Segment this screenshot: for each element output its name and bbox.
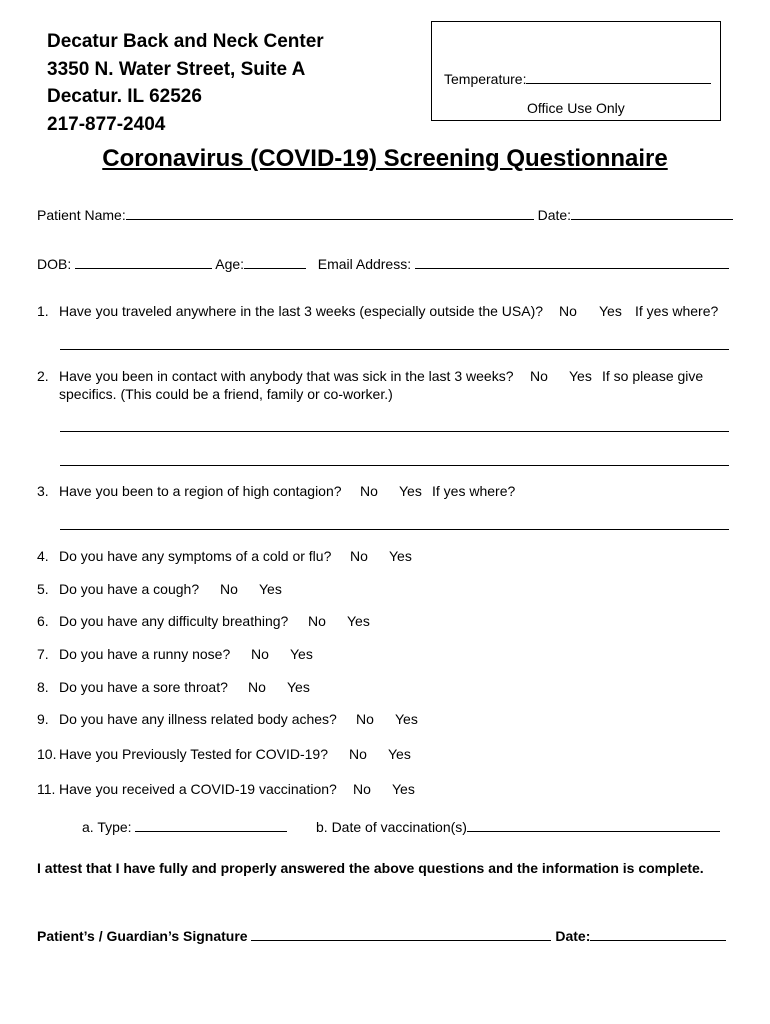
signature-row [37,926,726,944]
temperature-blank[interactable] [526,69,711,84]
q2-yes-option[interactable]: Yes [569,368,592,384]
q4-yes-option[interactable]: Yes [389,548,412,564]
question-number: 10. [37,746,57,762]
question-5 [37,581,200,597]
vaccine-type-field[interactable] [82,817,287,835]
clinic-name: Decatur Back and Neck Center [47,31,324,52]
question-number: 7. [37,646,49,662]
q8-yes-option[interactable]: Yes [287,679,310,695]
q9-yes-option[interactable]: Yes [395,711,418,727]
question-text: Do you have any illness related body aches? [59,711,337,727]
question-number: 1. [37,303,49,319]
question-text: Do you have a cough? [59,581,200,597]
q11-no-option[interactable]: No [353,781,371,797]
question-text: Have you traveled anywhere in the last 3 weeks (especially outside the USA)? [59,303,544,319]
q3-no-option[interactable]: No [360,483,378,499]
question-text: Do you have a runny nose? [59,646,231,662]
signature-blank[interactable] [251,926,551,941]
q1-answer-line[interactable] [60,349,729,350]
q2-answer-line-1[interactable] [60,431,729,432]
vaccine-date-field[interactable] [316,817,720,835]
q6-yes-option[interactable]: Yes [347,613,370,629]
signature-date-label: Date: [555,928,591,944]
q3-answer-line[interactable] [60,529,729,530]
question-7 [37,646,231,662]
q10-yes-option[interactable]: Yes [388,746,411,762]
q2-followup-label: If so please give [602,368,704,384]
patient-name-field[interactable] [37,205,733,223]
q5-yes-option[interactable]: Yes [259,581,282,597]
question-1 [37,303,544,319]
question-number: 4. [37,548,49,564]
q3-followup-label: If yes where? [432,483,516,499]
question-number: 3. [37,483,49,499]
page-title: Coronavirus (COVID-19) Screening Questionnaire [102,145,668,172]
attestation-statement: I attest that I have fully and properly answered the above questions and the information is complete. [37,860,704,876]
signature-label: Patient’s / Guardian’s Signature [37,928,248,944]
age-blank[interactable] [244,254,306,269]
email-label: Email Address: [317,256,412,272]
dob-blank[interactable] [75,254,212,269]
question-text: Have you received a COVID-19 vaccination? [59,781,337,797]
clinic-address-line1: 3350 N. Water Street, Suite A [47,59,306,80]
q2-answer-line-2[interactable] [60,465,729,466]
temperature-label: Temperature: [444,71,527,87]
q11-yes-option[interactable]: Yes [392,781,415,797]
q2-text-continued: specifics. (This could be a friend, family or co-worker.) [59,386,393,402]
temperature-field[interactable] [444,69,711,87]
question-text: Have you been to a region of high contagion? [59,483,342,499]
q10-no-option[interactable]: No [349,746,367,762]
q1-yes-option[interactable]: Yes [599,303,622,319]
question-4 [37,548,332,564]
q2-no-option[interactable]: No [530,368,548,384]
question-number: 5. [37,581,49,597]
q5-no-option[interactable]: No [220,581,238,597]
question-text: Do you have a sore throat? [59,679,228,695]
question-text: Do you have any symptoms of a cold or flu? [59,548,332,564]
question-number: 6. [37,613,49,629]
patient-name-blank[interactable] [126,205,534,220]
vaccine-date-blank[interactable] [467,817,720,832]
question-number: 11. [37,781,56,797]
office-use-label: Office Use Only [527,100,625,116]
patient-name-label: Patient Name: [37,207,126,223]
dob-label: DOB: [37,256,72,272]
q3-yes-option[interactable]: Yes [399,483,422,499]
question-9 [37,711,337,727]
question-8 [37,679,228,695]
signature-date-blank[interactable] [590,926,726,941]
clinic-address-line2: Decatur. IL 62526 [47,86,202,107]
question-11 [37,781,337,797]
q4-no-option[interactable]: No [350,548,368,564]
q9-no-option[interactable]: No [356,711,374,727]
question-number: 2. [37,368,49,384]
question-text: Do you have any difficulty breathing? [59,613,289,629]
q7-no-option[interactable]: No [251,646,269,662]
age-label: Age: [215,256,245,272]
clinic-phone: 217-877-2404 [47,114,166,135]
q6-no-option[interactable]: No [308,613,326,629]
vaccine-type-label: a. Type: [82,819,132,835]
dob-age-email-row [37,254,729,272]
question-3 [37,483,342,499]
question-text: Have you Previously Tested for COVID-19? [59,746,328,762]
q1-no-option[interactable]: No [559,303,577,319]
office-use-box [431,21,721,121]
q8-no-option[interactable]: No [248,679,266,695]
date-blank[interactable] [571,205,733,220]
question-text: Have you been in contact with anybody that was sick in the last 3 weeks? [59,368,514,384]
date-label: Date: [537,207,572,223]
question-6 [37,613,289,629]
email-blank[interactable] [415,254,729,269]
vaccine-type-blank[interactable] [135,817,287,832]
question-10 [37,746,328,762]
question-2 [37,368,514,384]
question-number: 8. [37,679,49,695]
q1-followup-label: If yes where? [635,303,719,319]
vaccine-date-label: b. Date of vaccination(s) [316,819,467,835]
question-number: 9. [37,711,49,727]
q7-yes-option[interactable]: Yes [290,646,313,662]
